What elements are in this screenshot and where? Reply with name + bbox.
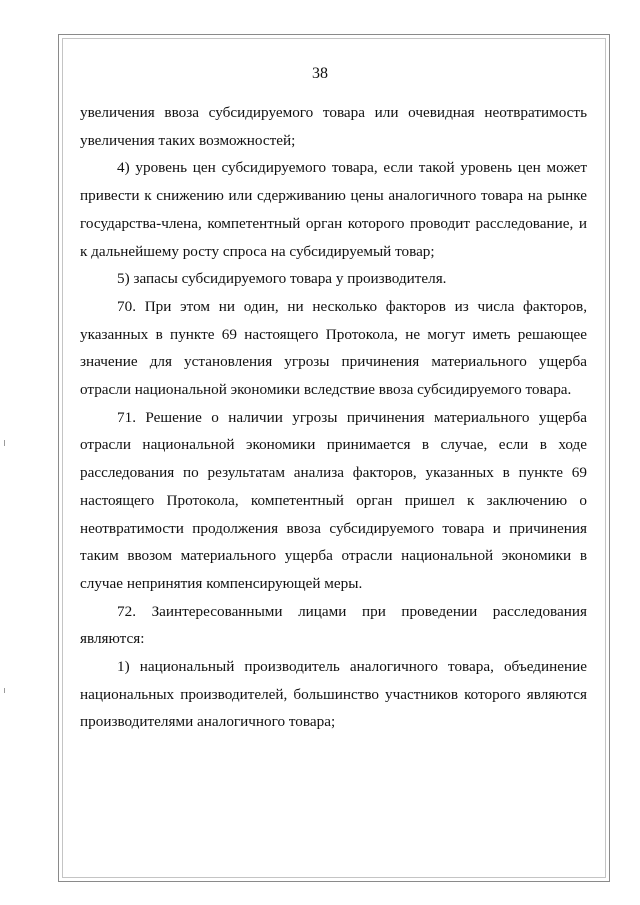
page-number: 38 [312,65,328,82]
scan-artifact-mark [4,688,5,693]
paragraph-clause-72: 72. Заинтересованными лицами при проведении расследования являются: [80,602,587,648]
document-body [80,99,587,736]
scan-artifact-mark [4,440,5,446]
paragraph-item-5: 5) запасы субсидируемого товара у производителя. [117,270,447,288]
paragraph-clause-70: 70. При этом ни один, ни несколько факторов из числа факторов, указанных в пункте 69 настоящего Протокола, не могут иметь решающее значение для установления угрозы причинения материального ущерба отрасли национальной экономики вследствие ввоза субсидируемого товара. [80,297,587,399]
paragraph-item-4: 4) уровень цен субсидируемого товара, если такой уровень цен может привести к снижению или сдерживанию цены аналогичного товара на рынке государства-члена, компетентный орган которого проводит расследование, и к дальнейшему росту спроса на субсидируемый товар; [80,159,587,260]
paragraph-continuation: увеличения ввоза субсидируемого товара или очевидная неотвратимость увеличения таких возможностей; [80,104,587,149]
paragraph-item-1: 1) национальный производитель аналогичного товара, объединение национальных производителей, большинство участников которого являются производителями аналогичного товара; [80,658,587,731]
paragraph-clause-71: 71. Решение о наличии угрозы причинения материального ущерба отрасли национальной экономики принимается в случае, если в ходе расследования по результатам анализа факторов, указанных в пункте 69 настоящего Протокола, компетентный орган пришел к заключению о неотвратимости продолжения ввоза субсидируемого товара и причинения таким ввозом материального ущерба отрасли национальной экономики в случае непринятия компенсирующей меры. [80,408,587,592]
